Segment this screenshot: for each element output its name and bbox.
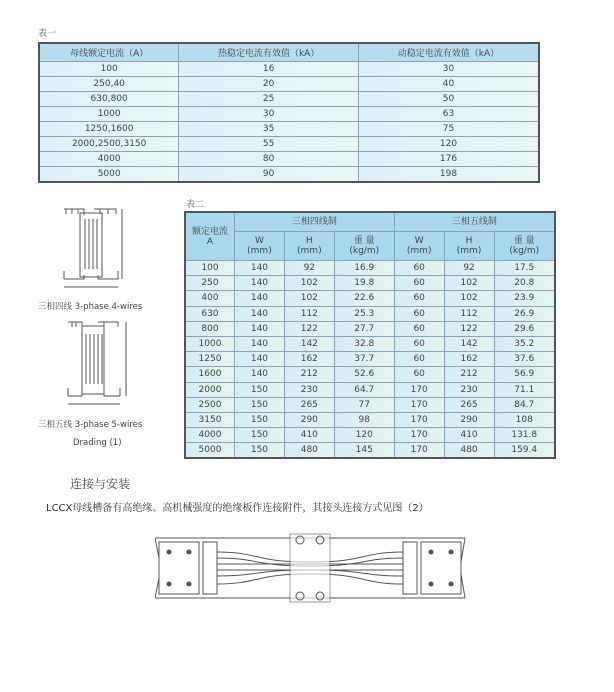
table1-caption: 表一 — [38, 29, 57, 39]
subheader-name: H — [465, 236, 473, 246]
table-cell: 20 — [179, 77, 359, 92]
table2-subheader — [444, 232, 494, 261]
table-cell: 40 — [358, 77, 539, 92]
table-row — [39, 77, 539, 92]
table-cell: 120 — [334, 428, 394, 443]
table-cell: 60 — [394, 306, 444, 321]
table-cell: 145 — [334, 443, 394, 459]
table1-header: 热稳定电流有效值（kA） — [179, 43, 359, 62]
table2-subheader — [235, 232, 285, 261]
table2-subheader — [494, 232, 555, 261]
table-cell: 170 — [394, 382, 444, 397]
table-cell: 170 — [394, 443, 444, 459]
table-cell: 60 — [394, 276, 444, 291]
table-cell: 25 — [179, 92, 359, 107]
table-row — [185, 352, 555, 367]
table-cell: 102 — [444, 291, 494, 306]
table-cell: 480 — [284, 443, 334, 459]
table-cell: 50 — [358, 92, 539, 107]
table-cell: 56.9 — [494, 367, 555, 382]
subheader-name: 重 量 — [513, 236, 535, 246]
table-cell: 30 — [179, 107, 359, 122]
table-row — [185, 382, 555, 397]
table-cell: 108 — [494, 412, 555, 427]
table-cell: 630 — [185, 306, 235, 321]
table-row — [39, 137, 539, 152]
table-cell: 1250 — [185, 352, 235, 367]
table-cell: 142 — [284, 336, 334, 351]
table-row — [185, 412, 555, 427]
drawing-label: Drading (1) — [73, 438, 122, 448]
table-cell: 102 — [284, 291, 334, 306]
table-cell: 37.7 — [334, 352, 394, 367]
table1-header: 动稳定电流有效值（kA） — [358, 43, 539, 62]
table-cell: 92 — [444, 261, 494, 276]
table2-subheader — [334, 232, 394, 261]
table-cell: 140 — [235, 352, 285, 367]
table-cell: 170 — [394, 397, 444, 412]
section-text: LCCX母线槽备有高绝缘、高机械强度的绝缘板作连接附件，其接头连接方式见图（2） — [46, 503, 429, 514]
table-cell: 71.1 — [494, 382, 555, 397]
table-cell: 250 — [185, 276, 235, 291]
table-cell: 150 — [235, 382, 285, 397]
table-cell: 162 — [444, 352, 494, 367]
table-cell: 230 — [444, 382, 494, 397]
table-row — [39, 92, 539, 107]
table-cell: 102 — [444, 276, 494, 291]
table-cell: 26.9 — [494, 306, 555, 321]
table-cell: 150 — [235, 412, 285, 427]
table-cell: 1000 — [39, 107, 179, 122]
table-cell: 60 — [394, 352, 444, 367]
table-cell: 35.2 — [494, 336, 555, 351]
joint-connection-drawing — [155, 528, 475, 608]
subheader-unit: (mm) — [456, 246, 482, 256]
table-cell: 3150 — [185, 412, 235, 427]
table-cell: 102 — [284, 276, 334, 291]
table-row — [185, 336, 555, 351]
subheader-name: H — [305, 236, 313, 246]
table-cell: 410 — [444, 428, 494, 443]
subheader-name: W — [254, 236, 264, 246]
table-cell: 60 — [394, 336, 444, 351]
table-row — [39, 122, 539, 137]
table-cell: 30 — [358, 62, 539, 77]
table-cell: 2000,2500,3150 — [39, 137, 179, 152]
table-cell: 20.8 — [494, 276, 555, 291]
table-cell: 800 — [185, 321, 235, 336]
table-cell: 2500 — [185, 397, 235, 412]
table-cell: 5000 — [39, 167, 179, 183]
table-cell: 630,800 — [39, 92, 179, 107]
group-4wire-header: 三相四线制 — [235, 212, 395, 232]
table-cell: 19.8 — [334, 276, 394, 291]
table-cell: 22.6 — [334, 291, 394, 306]
table2-dimensions — [184, 211, 556, 459]
table-cell: 140 — [235, 291, 285, 306]
table-cell: 140 — [235, 336, 285, 351]
table-cell: 55 — [179, 137, 359, 152]
table-cell: 90 — [179, 167, 359, 183]
table-cell: 64.7 — [334, 382, 394, 397]
table-row — [39, 152, 539, 167]
table-cell: 60 — [394, 261, 444, 276]
table-cell: 400 — [185, 291, 235, 306]
table-row — [39, 107, 539, 122]
subheader-unit: (mm) — [297, 246, 322, 256]
table-cell: 112 — [284, 306, 334, 321]
table-cell: 16.9 — [334, 261, 394, 276]
table-cell: 112 — [444, 306, 494, 321]
rated-current-header: 额定电流 A — [185, 212, 235, 261]
fig2-label: 三相五线 3-phase 5-wires — [38, 420, 143, 430]
table-cell: 140 — [235, 261, 285, 276]
table-cell: 410 — [284, 428, 334, 443]
table2-caption: 表二 — [186, 200, 205, 210]
table-cell: 150 — [235, 428, 285, 443]
table-cell: 176 — [358, 152, 539, 167]
table-cell: 198 — [358, 167, 539, 183]
table-cell: 100 — [185, 261, 235, 276]
table-cell: 100 — [39, 62, 179, 77]
table-row — [39, 167, 539, 183]
table-row — [185, 261, 555, 276]
table-cell: 60 — [394, 321, 444, 336]
table-cell: 80 — [179, 152, 359, 167]
table-cell: 84.7 — [494, 397, 555, 412]
table2-subheader — [394, 232, 444, 261]
table-row — [185, 321, 555, 336]
table-row — [185, 306, 555, 321]
table-cell: 92 — [284, 261, 334, 276]
table-cell: 1600 — [185, 367, 235, 382]
table-row — [185, 397, 555, 412]
table-cell: 250,40 — [39, 77, 179, 92]
table2-subheader — [284, 232, 334, 261]
table-cell: 25.3 — [334, 306, 394, 321]
table-cell: 230 — [284, 382, 334, 397]
subheader-unit: (mm) — [406, 246, 432, 256]
table-cell: 140 — [235, 276, 285, 291]
table-cell: 37.6 — [494, 352, 555, 367]
table-cell: 4000 — [39, 152, 179, 167]
table-cell: 1250,1600 — [39, 122, 179, 137]
table-cell: 290 — [444, 412, 494, 427]
table-cell: 60 — [394, 367, 444, 382]
table1-short-circuit — [38, 42, 540, 183]
table-cell: 140 — [235, 321, 285, 336]
table-row — [39, 62, 539, 77]
table-cell: 1000 — [185, 336, 235, 351]
table-cell: 170 — [394, 428, 444, 443]
table-cell: 16 — [179, 62, 359, 77]
busbar-5wire-drawing — [64, 318, 134, 413]
section-title: 连接与安装 — [70, 477, 131, 491]
subheader-unit: (mm) — [247, 246, 272, 256]
table-cell: 480 — [444, 443, 494, 459]
table-cell: 35 — [179, 122, 359, 137]
table1-header: 母线额定电流（A） — [39, 43, 179, 62]
table-cell: 122 — [444, 321, 494, 336]
table-cell: 32.8 — [334, 336, 394, 351]
table-cell: 122 — [284, 321, 334, 336]
table-cell: 77 — [334, 397, 394, 412]
table-cell: 5000 — [185, 443, 235, 459]
table-cell: 27.7 — [334, 321, 394, 336]
table-cell: 212 — [284, 367, 334, 382]
table-cell: 23.9 — [494, 291, 555, 306]
table-cell: 265 — [444, 397, 494, 412]
subheader-unit: (kg/m) — [349, 246, 380, 256]
table-row — [185, 428, 555, 443]
busbar-4wire-drawing — [60, 205, 130, 295]
subheader-unit: (kg/m) — [509, 246, 540, 256]
table-cell: 131.8 — [494, 428, 555, 443]
table-row — [185, 367, 555, 382]
table-cell: 150 — [235, 443, 285, 459]
table-cell: 140 — [235, 367, 285, 382]
table-cell: 162 — [284, 352, 334, 367]
table-cell: 265 — [284, 397, 334, 412]
group-5wire-header: 三相五线制 — [394, 212, 555, 232]
table-cell: 63 — [358, 107, 539, 122]
table-cell: 2000 — [185, 382, 235, 397]
table-cell: 29.6 — [494, 321, 555, 336]
table-row — [185, 276, 555, 291]
table-cell: 60 — [394, 291, 444, 306]
fig1-label: 三相四线 3-phase 4-wires — [38, 302, 143, 312]
table-cell: 142 — [444, 336, 494, 351]
table-cell: 75 — [358, 122, 539, 137]
table-cell: 17.5 — [494, 261, 555, 276]
table-row — [185, 443, 555, 459]
table-cell: 120 — [358, 137, 539, 152]
table-row — [185, 291, 555, 306]
table-cell: 170 — [394, 412, 444, 427]
table-cell: 290 — [284, 412, 334, 427]
table-cell: 52.6 — [334, 367, 394, 382]
table-cell: 98 — [334, 412, 394, 427]
subheader-name: 重 量 — [353, 236, 375, 246]
table-cell: 212 — [444, 367, 494, 382]
table-cell: 150 — [235, 397, 285, 412]
table-cell: 140 — [235, 306, 285, 321]
table-cell: 159.4 — [494, 443, 555, 459]
subheader-name: W — [414, 236, 424, 246]
table-cell: 4000 — [185, 428, 235, 443]
